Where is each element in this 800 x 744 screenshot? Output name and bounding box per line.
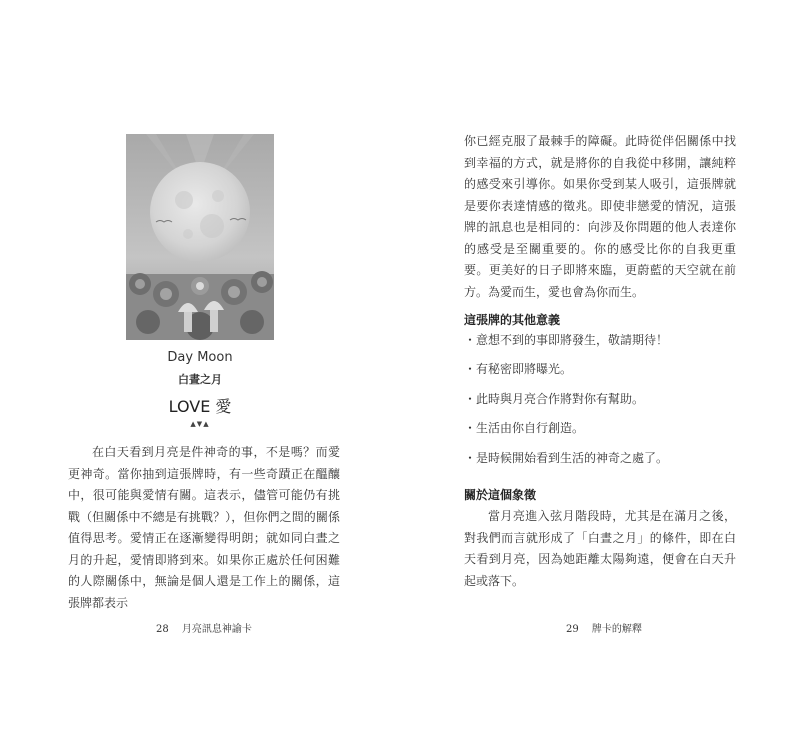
left-page-footer — [156, 620, 252, 635]
right-page-footer — [566, 620, 642, 635]
list-item: ・生活由你自行創造。 — [464, 421, 585, 435]
day-moon-card-illustration — [126, 134, 274, 340]
section-title: 牌卡的解釋 — [591, 624, 642, 635]
book-title: 月亮訊息神諭卡 — [181, 624, 252, 635]
section-heading-about-symbol: 關於這個象徵 — [464, 488, 537, 502]
list-item: ・有秘密即將曝光。 — [464, 362, 573, 376]
page-number: 29 — [566, 624, 579, 635]
section-heading-other-meanings: 這張牌的其他意義 — [464, 313, 561, 327]
card-title-english: Day Moon — [167, 350, 233, 365]
list-item: ・此時與月亮合作將對你有幫助。 — [464, 392, 645, 406]
symbol-paragraph: 當月亮進入弦月階段時，尤其是在滿月之後，對我們而言就形成了「白晝之月」的條件，即在白天看到月亮，因為她距離太陽夠遠，便會在白天升起或落下。 — [464, 509, 736, 588]
card-title-chinese: 白晝之月 — [178, 373, 222, 386]
card-description-paragraph: 在白天看到月亮是件神奇的事，不是嗎？而愛更神奇。當你抽到這張牌時，有一些奇蹟正在醞釀中，很可能與愛情有關。這表示，儘管可能仍有挑戰（但關係中不總是有挑戰？），但你們之間的關係值得思考。愛情正在逐漸變得明朗；就如同白晝之月的升起，愛情即將到來。如果你正處於任何困難的人際關係中，無論是個人還是工作上的關係，這張牌都表示 — [68, 445, 340, 610]
page-number: 28 — [156, 624, 169, 635]
list-item: ・是時候開始看到生活的神奇之處了。 — [464, 451, 669, 465]
continued-paragraph: 你已經克服了最棘手的障礙。此時從伴侶關係中找到幸福的方式，就是將你的自我從中移開，讓純粹的感受來引導你。如果你受到某人吸引，這張牌就是要你表達情感的徵兆。即使非戀愛的情況，這張牌的訊息也是相同的：向涉及你問題的他人表達你的感受是至關重要的。你的感受比你的自我更重要。更美好的日子即將來臨，更蔚藍的天空就在前方。為愛而生，愛也會為你而生。 — [464, 134, 736, 299]
card-category: LOVE 愛 — [168, 397, 232, 416]
triangle-ornament-icon: ▲▼▲ — [190, 420, 210, 428]
list-item: ・意想不到的事即將發生，敬請期待！ — [464, 333, 669, 347]
